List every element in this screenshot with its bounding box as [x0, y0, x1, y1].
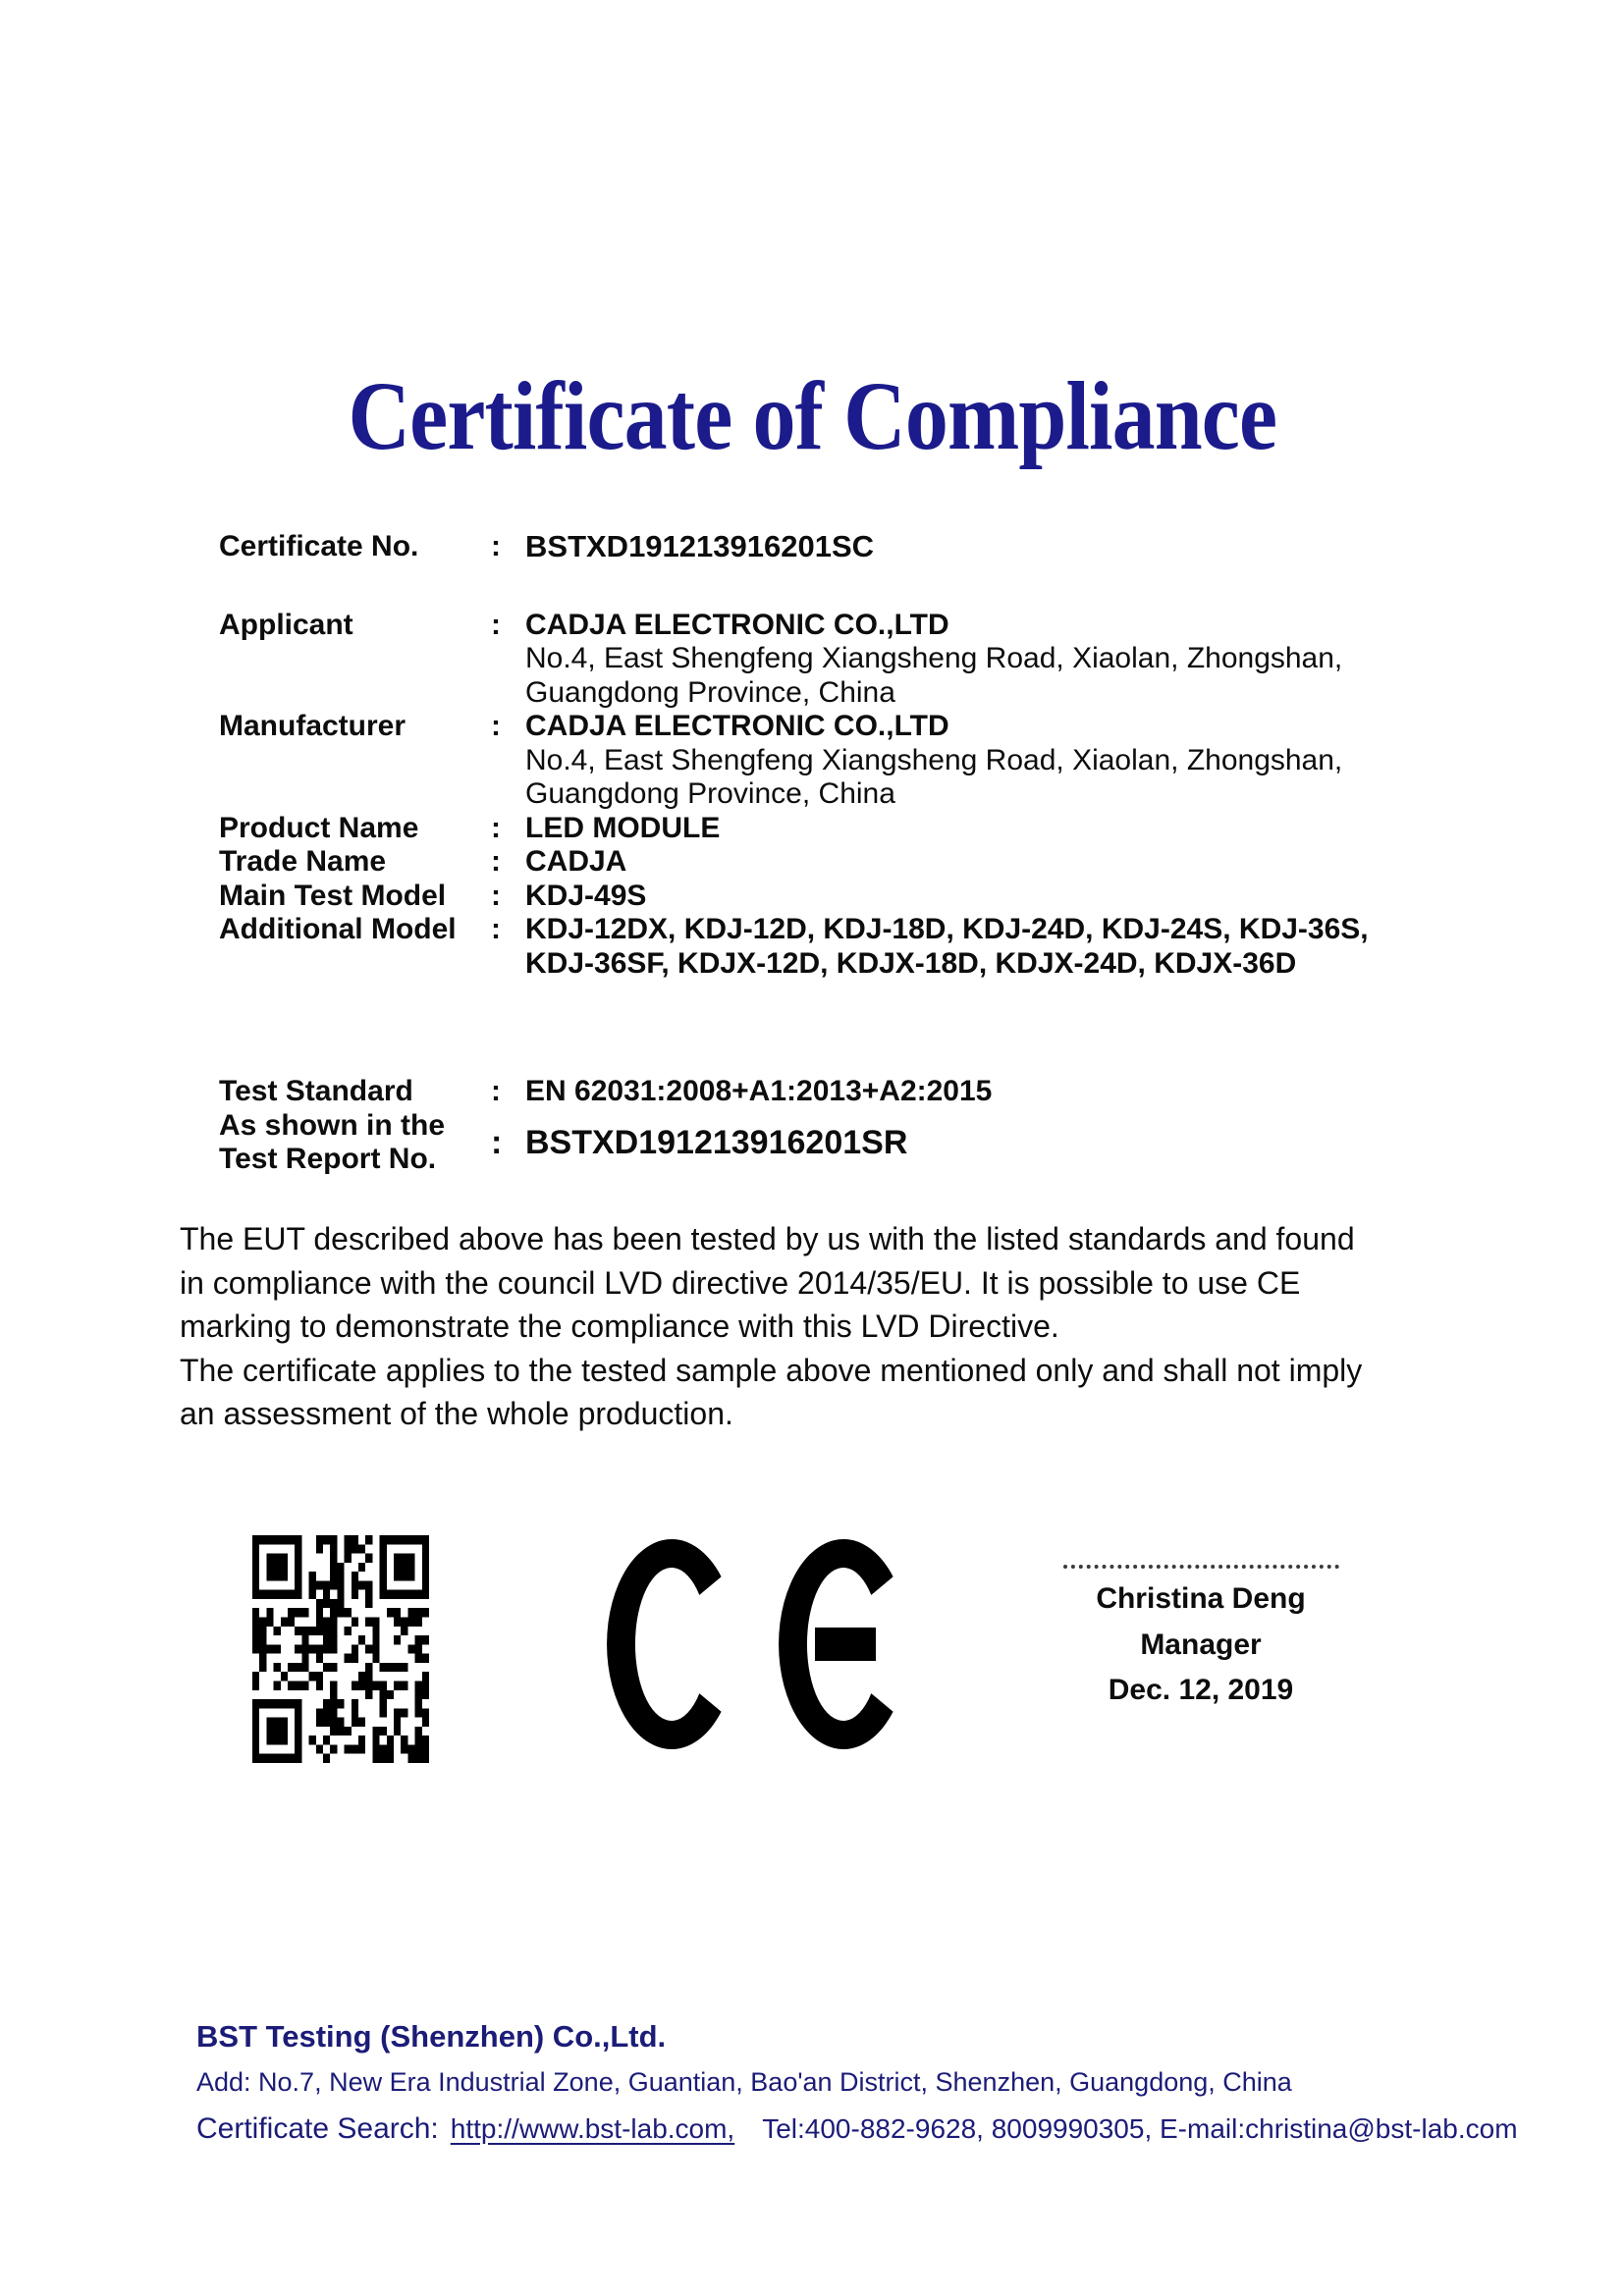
ce-letter-c — [607, 1539, 722, 1749]
statement-line: marking to demonstrate the compliance with this LVD Directive. — [180, 1308, 1059, 1344]
applicant-address-line1: No.4, East Shengfeng Xiangsheng Road, Xiaolan, Zhongshan, — [525, 642, 1343, 674]
issuer-company-name: BST Testing (Shenzhen) Co.,Ltd. — [196, 2019, 667, 2054]
applicant-label: Applicant — [219, 608, 353, 641]
applicant-address-line2: Guangdong Province, China — [525, 675, 895, 709]
certificate-fields — [219, 530, 1456, 981]
test-standard-labels — [219, 1075, 491, 1177]
statement-line: The EUT described above has been tested by us with the listed standards and found — [180, 1221, 1355, 1256]
colon-separator: : — [491, 710, 501, 742]
test-standard-value: EN 62031:2008+A1:2013+A2:2015 — [525, 1075, 993, 1107]
colon-separator: : — [491, 811, 501, 844]
colon-separator: : — [491, 530, 501, 562]
manufacturer-address-line2: Guangdong Province, China — [525, 777, 895, 810]
manufacturer-value — [525, 710, 1456, 812]
issuer-contact: Tel:400-882-9628, 8009990305, E-mail:christina@bst-lab.com — [762, 2113, 1518, 2144]
manufacturer-address-line1: No.4, East Shengfeng Xiangsheng Road, Xiaolan, Zhongshan, — [525, 743, 1343, 776]
statement-line: in compliance with the council LVD directive 2014/35/EU. It is possible to use CE — [180, 1264, 1301, 1301]
issuer-address: Add: No.7, New Era Industrial Zone, Guantian, Bao'an District, Shenzhen, Guangdong, China — [196, 2067, 1292, 2097]
additional-model-value — [525, 913, 1456, 981]
test-report-value-row — [491, 1123, 1456, 1162]
additional-model-label: Additional Model — [219, 913, 457, 945]
signature-block — [1053, 1565, 1349, 1714]
main-test-model-label: Main Test Model — [219, 879, 447, 912]
certificate-search-line — [196, 2112, 1532, 2146]
additional-model-line1: KDJ-12DX, KDJ-12D, KDJ-18D, KDJ-24D, KDJ-24S, KDJ-36S, — [525, 913, 1369, 945]
trade-name-label: Trade Name — [219, 845, 387, 878]
page-title: Certificate of Compliance — [348, 361, 1276, 470]
certificate-search-label: Certificate Search: — [196, 2112, 439, 2145]
test-report-label: Test Report No. — [219, 1143, 437, 1175]
manufacturer-name: CADJA ELECTRONIC CO.,LTD — [525, 710, 949, 742]
signature-date: Dec. 12, 2019 — [1108, 1674, 1294, 1706]
test-standard-value-row — [491, 1075, 1456, 1109]
main-test-model-value: KDJ-49S — [525, 879, 647, 912]
test-standard-block — [219, 1075, 1456, 1177]
statement-line: The certificate applies to the tested sample above mentioned only and shall not imply — [180, 1352, 1363, 1388]
colon-separator: : — [491, 913, 501, 945]
qr-code-icon — [252, 1535, 429, 1763]
manufacturer-label: Manufacturer — [219, 710, 406, 742]
colon-separator: : — [491, 845, 501, 878]
colon-separator: : — [491, 1123, 503, 1161]
field-certificate-no — [219, 530, 1456, 564]
signatory-role: Manager — [1140, 1628, 1262, 1661]
signature-dotted-line — [1063, 1565, 1339, 1569]
test-report-value: BSTXD191213916201SR — [525, 1123, 908, 1161]
certificate-no-value: BSTXD191213916201SC — [525, 529, 875, 563]
field-main-test-model — [219, 880, 1456, 914]
applicant-name: CADJA ELECTRONIC CO.,LTD — [525, 608, 949, 641]
as-shown-label: As shown in the — [219, 1108, 446, 1142]
additional-model-line2: KDJ-36SF, KDJX-12D, KDJX-18D, KDJX-24D, KDJX-36D — [525, 946, 1297, 980]
title-block — [0, 361, 1624, 471]
trade-name-value: CADJA — [525, 845, 627, 878]
field-applicant — [219, 609, 1456, 711]
certificate-search-link[interactable]: http://www.bst-lab.com, — [450, 2113, 735, 2144]
colon-separator: : — [491, 1075, 501, 1107]
certificate-no-label: Certificate No. — [219, 530, 419, 562]
test-standard-values — [491, 1075, 1456, 1177]
field-trade-name — [219, 845, 1456, 880]
product-name-value: LED MODULE — [525, 811, 721, 844]
product-name-label: Product Name — [219, 811, 419, 844]
ce-letter-e-bar — [815, 1628, 876, 1661]
colon-separator: : — [491, 879, 501, 912]
applicant-value — [525, 609, 1456, 711]
issuer-footer — [196, 2020, 1532, 2146]
signatory-name: Christina Deng — [1096, 1582, 1306, 1615]
field-additional-model — [219, 913, 1456, 981]
colon-separator: : — [491, 608, 501, 641]
statement-paragraph — [180, 1217, 1456, 1436]
test-standard-label: Test Standard — [219, 1075, 413, 1107]
statement-line: an assessment of the whole production. — [180, 1396, 733, 1431]
field-product-name — [219, 812, 1456, 846]
field-manufacturer — [219, 710, 1456, 812]
ce-mark-icon — [589, 1531, 913, 1757]
